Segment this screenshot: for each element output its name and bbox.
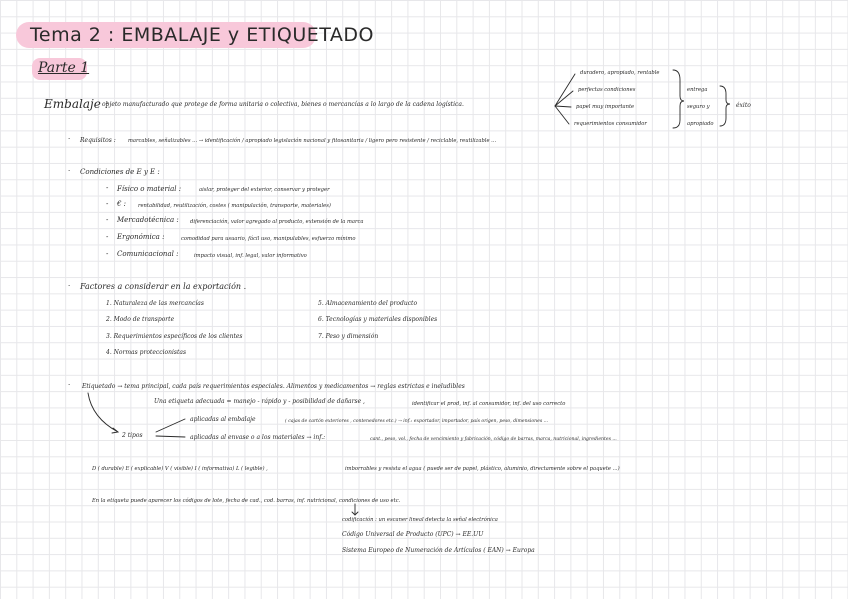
etiquetado-line1: Etiquetado → tema principal, cada país requerimientos especiales. Alimentos y medicamentos → reglas estrictas e ineludibles (82, 383, 465, 390)
etiquetado-line2b: identificar el prod, inf. al consumidor, inf. del uso correcto (412, 401, 566, 407)
ean-line: Sistema Europeo de Numeración de Artículos ( EAN) → Europa (342, 547, 535, 554)
requisitos-text: marcables, señalizables ... → identificación / apropiado legislación nacional y fitosanitaria / ligero pero resistente / reciclable, reutilizable ... (128, 138, 497, 144)
page-title: Tema 2 : EMBALAJE y ETIQUETADO (30, 24, 375, 46)
branch-1: duradero, apropiado, rentable (580, 70, 660, 76)
bullet: · (68, 381, 71, 389)
branch-4: requerimientos consumidor (574, 121, 647, 127)
dveil-line: D ( durable) E ( explicable) V ( visible) I ( informativa) L ( legible) , (92, 466, 268, 472)
requisitos-label: Requisitos : (80, 137, 116, 144)
mid-2: seguro y (687, 104, 710, 110)
bullet: · (68, 135, 71, 143)
cond-text-3: diferenciación, valor agregado al producto, extensión de la marca (190, 219, 364, 225)
factor-4: 4. Normas proteccionistas (106, 349, 187, 356)
cond-text-1: aislar, proteger del exterior, conservar y proteger (199, 187, 330, 193)
dash: - (106, 216, 109, 224)
cond-text-5: impacto visual, inf. legal, valor informativo (194, 253, 307, 259)
embalaje-definition: objeto manufacturado que protege de forma unitaria o colectiva, bienes o mercancías a lo largo de la cadena logística. (102, 101, 464, 108)
factores-heading: Factores a considerar en la exportación . (80, 282, 247, 291)
condiciones-heading: Condiciones de E y E : (80, 168, 160, 176)
tipos-label: 2 tipos (122, 432, 143, 439)
bullet: · (68, 282, 71, 290)
dash: - (106, 200, 109, 208)
embalaje-term: Embalaje : (44, 97, 109, 111)
tipo2-main: aplicadas al envase o a los materiales → inf.: (190, 434, 326, 441)
branch-3: papel muy importante (576, 104, 635, 110)
cond-label-5: Comunicacional : (117, 250, 179, 258)
factor-2: 2. Modo de transporte (106, 316, 175, 323)
cond-label-2: € : (117, 200, 127, 208)
dash: - (106, 184, 109, 192)
tipo1-main: aplicadas al embalaje (190, 416, 256, 423)
codificacion-line: codificación : un escaner lineal detecta la señal electrónica (342, 517, 498, 523)
factor-6: 6. Tecnologías y materiales disponibles (318, 316, 438, 323)
mid-3: apropiado (687, 121, 714, 127)
cond-label-4: Ergonómica : (117, 233, 165, 241)
cond-label-1: Físico o material : (117, 185, 182, 193)
factor-3: 3. Requerimientos específicos de los clientes (106, 333, 243, 340)
bullet: · (68, 167, 71, 175)
factor-7: 7. Peso y dimensión (318, 333, 379, 340)
factor-5: 5. Almacenamiento del producto (318, 300, 418, 307)
dveil-line2: imborrables y resista el agua ( puede ser de papel, plástico, aluminio, directamente sobre el paquete ...) (345, 466, 620, 472)
aparece-line: En la etiqueta puede aparecer los códigos de lote, fecha de cad., cod. barras, inf. nutricional, condiciones de uso etc. (92, 498, 401, 504)
etiquetado-line2a: Una etiqueta adecuada = manejo - rápido y - posibilidad de dañarse , (154, 398, 365, 405)
tipo1-detail: ( cajas de cartón exteriores , contenedores etc.) → inf.: exportador, importador, país origen, peso, dimensiones ... (285, 419, 549, 424)
cond-text-2: rentabilidad, reutilización, costes ( manipulación, transporte, materiales) (138, 203, 331, 209)
cond-text-4: comodidad para usuario, fácil uso, manipulables, esfuerzo mínimo (181, 236, 356, 242)
dash: - (106, 250, 109, 258)
mid-1: entrega (687, 87, 708, 93)
branch-2: perfectas condiciones (578, 87, 636, 93)
upc-line: Código Universal de Producto (UPC) → EE.UU (342, 531, 484, 538)
dash: - (106, 233, 109, 241)
factor-1: 1. Naturaleza de las mercancías (106, 300, 204, 307)
cond-label-3: Mercadotécnica : (117, 216, 179, 224)
result-exito: éxito (736, 102, 751, 109)
part-heading: Parte 1 (38, 60, 90, 76)
tipo2-detail: cant., peso, vol., fecha de vencimiento y fabricación, código de barras, marca, nutricional, ingredientes ... (370, 437, 617, 442)
